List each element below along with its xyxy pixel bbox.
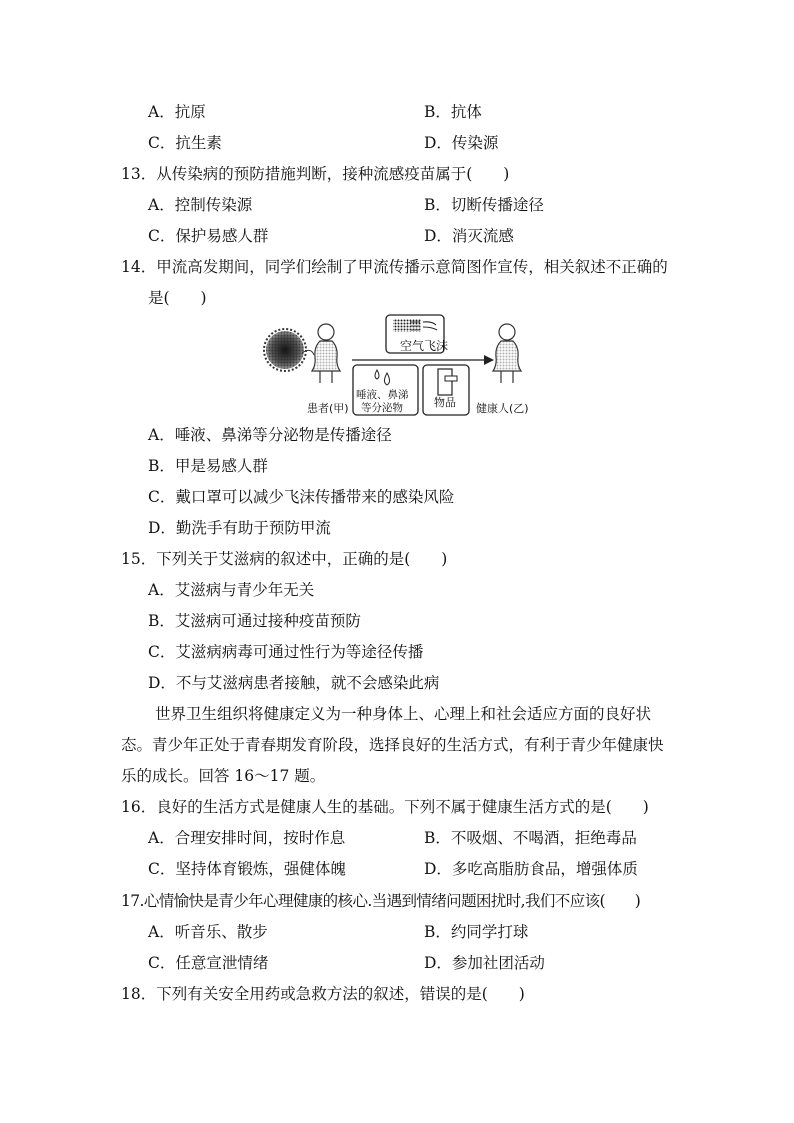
q15-option-c: C．艾滋病病毒可通过性行为等途径传播 xyxy=(148,643,424,661)
patient-figure-icon xyxy=(312,324,340,383)
q12-option-b: B．抗体 xyxy=(424,103,482,121)
saliva-label-line1: 唾液、鼻涕 xyxy=(356,389,409,401)
transmission-arrow xyxy=(352,355,494,365)
q15-stem: 15．下列关于艾滋病的叙述中，正确的是( ) xyxy=(121,550,448,568)
q13-option-a: A．控制传染源 xyxy=(148,196,253,214)
q14-stem-line1: 14．甲流高发期间，同学们绘制了甲流传播示意简图作宣传，相关叙述不正确的 xyxy=(121,258,668,276)
airborne-label: 空气飞沫 xyxy=(400,339,449,353)
q13-option-d: D．消灭流感 xyxy=(424,227,514,245)
q16-option-b: B．不吸烟、不喝酒，拒绝毒品 xyxy=(424,829,637,847)
q16-option-c: C．坚持体育锻炼，强健体魄 xyxy=(148,860,346,878)
q17-option-a: A．听音乐、散步 xyxy=(148,923,268,941)
items-label: 物品 xyxy=(434,396,456,409)
q17-option-d: D．参加社团活动 xyxy=(424,954,545,972)
q14-option-c: C．戴口罩可以减少飞沫传播带来的感染风险 xyxy=(148,488,455,506)
q17-option-c: C．任意宣泄情绪 xyxy=(148,954,269,972)
q17-option-b: B．约同学打球 xyxy=(424,923,529,941)
passage-line2: 态。青少年正处于青春期发育阶段，选择良好的生活方式，有利于青少年健康快 xyxy=(121,736,664,754)
q15-option-d: D．不与艾滋病患者接触，就不会感染此病 xyxy=(148,674,440,692)
q14-option-b: B．甲是易感人群 xyxy=(148,457,268,475)
q12-option-c: C．抗生素 xyxy=(148,134,222,152)
transmission-diagram xyxy=(262,313,537,419)
q13-option-c: C．保护易感人群 xyxy=(148,227,269,245)
q13-stem: 13．从传染病的预防措施判断，接种流感疫苗属于( ) xyxy=(121,165,510,183)
q15-option-b: B．艾滋病可通过接种疫苗预防 xyxy=(148,612,361,630)
q16-option-d: D．多吃高脂肪食品，增强体质 xyxy=(424,860,638,878)
q14-option-d: D．勤洗手有助于预防甲流 xyxy=(148,519,331,537)
q17-stem: 17.心情愉快是青少年心理健康的核心.当遇到情绪问题困扰时,我们不应该( ) xyxy=(121,892,641,910)
passage-line3: 乐的成长。回答 16～17 题。 xyxy=(121,767,326,785)
q14-stem-line2: 是( ) xyxy=(148,289,207,307)
q18-stem: 18．下列有关安全用药或急救方法的叙述，错误的是( ) xyxy=(121,985,525,1003)
patient-label: 患者(甲) xyxy=(307,402,349,415)
saliva-label-line2: 等分泌物 xyxy=(361,402,403,414)
healthy-figure-icon xyxy=(493,324,521,383)
q15-option-a: A．艾滋病与青少年无关 xyxy=(148,581,315,599)
q12-option-a: A．抗原 xyxy=(148,103,206,121)
q16-option-a: A．合理安排时间，按时作息 xyxy=(148,829,346,847)
q14-option-a: A．唾液、鼻涕等分泌物是传播途径 xyxy=(148,426,392,444)
q12-option-d: D．传染源 xyxy=(424,134,499,152)
healthy-person-label: 健康人(乙) xyxy=(476,402,529,415)
virus-icon xyxy=(264,329,314,371)
q16-stem: 16．良好的生活方式是健康人生的基础。下列不属于健康生活方式的是( ) xyxy=(121,798,649,816)
q13-option-b: B．切断传播途径 xyxy=(424,196,544,214)
passage-line1: 世界卫生组织将健康定义为一种身体上、心理上和社会适应方面的良好状 xyxy=(155,705,652,723)
